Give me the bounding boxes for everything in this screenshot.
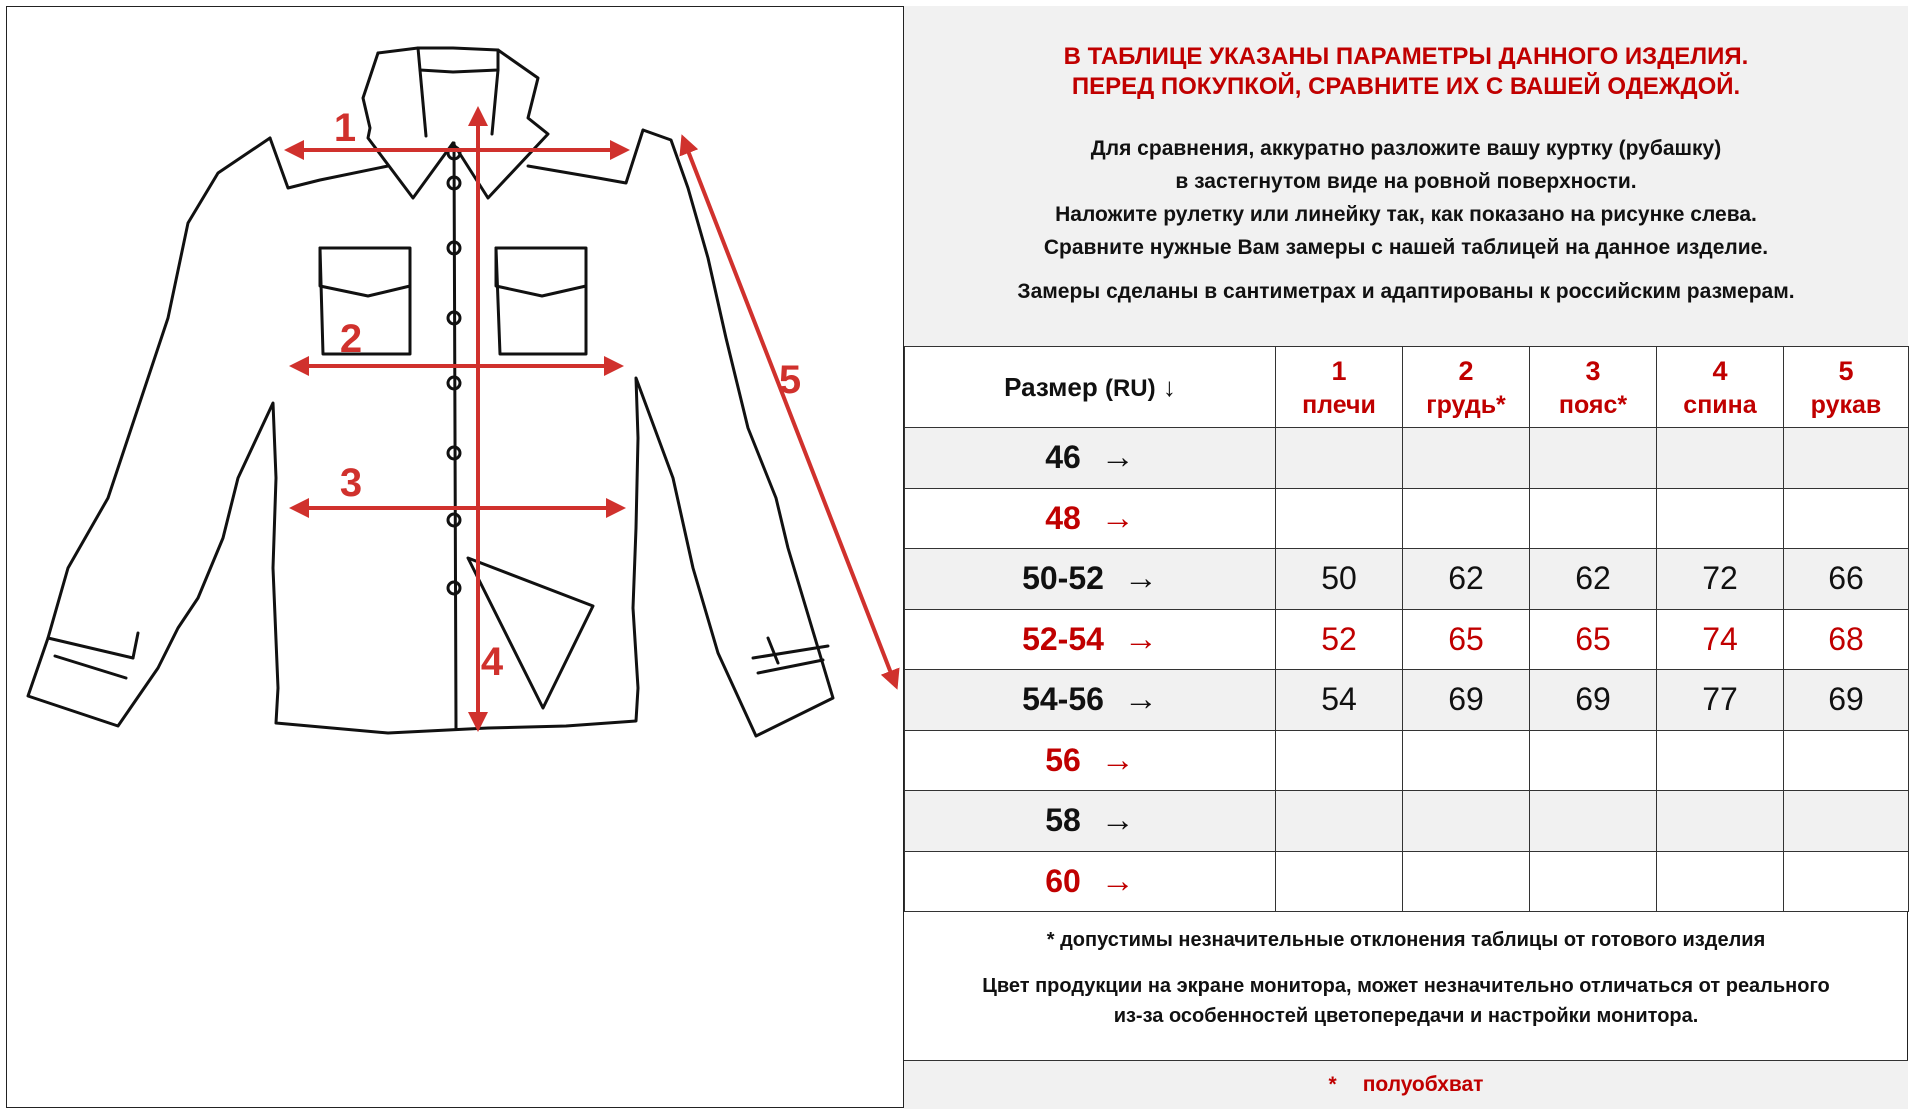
size-value: 54-56 <box>1022 681 1104 718</box>
color-note-line: Цвет продукции на экране монитора, может незначительно отличаться от реального <box>982 975 1830 997</box>
column-label: пояс* <box>1558 391 1628 419</box>
size-column-header <box>905 347 1276 428</box>
table-cell: 52 <box>1276 609 1403 670</box>
table-cell <box>1784 730 1909 791</box>
red-title <box>904 6 1908 102</box>
column-number: 4 <box>1712 356 1728 386</box>
legend-star: * <box>1328 1073 1337 1096</box>
shirt-illustration <box>8 8 902 1106</box>
table-cell <box>1657 428 1784 489</box>
shirt-drawing <box>8 8 902 1106</box>
column-number: 5 <box>1838 356 1854 386</box>
label-5: 5 <box>778 358 802 402</box>
table-cell: 62 <box>1530 549 1657 610</box>
table-cell: 69 <box>1403 670 1530 731</box>
table-cell: 66 <box>1784 549 1909 610</box>
table-cell <box>1530 488 1657 549</box>
table-header-row <box>905 347 1909 428</box>
label-3: 3 <box>339 461 363 505</box>
instructions-header <box>904 6 1908 346</box>
size-cell <box>905 851 1276 912</box>
table-row <box>905 488 1909 549</box>
table-cell <box>1276 851 1403 912</box>
size-cell <box>905 549 1276 610</box>
column-label: грудь* <box>1426 391 1506 419</box>
column-number: 1 <box>1331 356 1347 386</box>
column-header-chest <box>1403 347 1530 428</box>
table-cell: 77 <box>1657 670 1784 731</box>
table-cell: 72 <box>1657 549 1784 610</box>
legend-text: полуобхват <box>1362 1073 1484 1096</box>
down-arrow-icon: ↓ <box>1162 371 1176 402</box>
table-cell <box>1784 428 1909 489</box>
column-label: спина <box>1683 391 1757 419</box>
size-cell <box>905 488 1276 549</box>
right-arrow-icon: → <box>1123 619 1158 658</box>
size-value: 60 <box>1045 862 1081 899</box>
right-arrow-icon: → <box>1100 498 1135 537</box>
table-row <box>905 730 1909 791</box>
size-value: 56 <box>1045 741 1081 778</box>
column-header-shoulders <box>1276 347 1403 428</box>
table-cell: 65 <box>1530 609 1657 670</box>
size-table <box>904 346 1909 912</box>
deviation-note: * допустимы незначительные отклонения таблицы от готового изделия <box>1046 929 1766 951</box>
right-arrow-icon: → <box>1100 861 1135 900</box>
label-4: 4 <box>480 640 504 684</box>
table-cell: 65 <box>1403 609 1530 670</box>
table-cell <box>1276 488 1403 549</box>
column-number: 2 <box>1458 356 1474 386</box>
size-header-unit: (RU) <box>1104 374 1156 402</box>
table-cell <box>1657 730 1784 791</box>
label-1: 1 <box>333 106 357 150</box>
legend-bar <box>904 1060 1908 1109</box>
table-row <box>905 851 1909 912</box>
size-value: 48 <box>1045 499 1081 536</box>
size-value: 50-52 <box>1022 560 1104 597</box>
instruction-line: Сравните нужные Вам замеры с нашей таблицей на данное изделие. <box>1043 236 1769 259</box>
right-arrow-icon: → <box>1100 438 1135 477</box>
column-header-sleeve <box>1784 347 1909 428</box>
table-row <box>905 670 1909 731</box>
right-arrow-icon: → <box>1100 740 1135 779</box>
units-note: Замеры сделаны в сантиметрах и адаптированы к российским размерам. <box>1017 280 1795 303</box>
table-row <box>905 609 1909 670</box>
table-cell <box>1530 730 1657 791</box>
table-cell <box>1403 428 1530 489</box>
table-cell <box>1784 851 1909 912</box>
table-cell <box>1784 791 1909 852</box>
info-panel <box>903 6 1908 1108</box>
table-cell: 74 <box>1657 609 1784 670</box>
footer-notes <box>904 914 1908 1060</box>
red-title-line: В ТАБЛИЦЕ УКАЗАНЫ ПАРАМЕТРЫ ДАННОГО ИЗДЕЛИЯ. <box>1063 43 1749 70</box>
table-cell <box>1276 791 1403 852</box>
table-cell <box>1530 851 1657 912</box>
table-cell <box>1403 488 1530 549</box>
table-cell <box>1657 791 1784 852</box>
column-header-back <box>1657 347 1784 428</box>
size-cell <box>905 670 1276 731</box>
column-header-waist <box>1530 347 1657 428</box>
size-cell <box>905 428 1276 489</box>
table-cell <box>1530 428 1657 489</box>
color-note <box>904 971 1908 1031</box>
table-cell: 68 <box>1784 609 1909 670</box>
table-cell: 62 <box>1403 549 1530 610</box>
instruction-line: в застегнутом виде на ровной поверхности. <box>1175 170 1637 193</box>
table-cell: 69 <box>1530 670 1657 731</box>
right-arrow-icon: → <box>1100 801 1135 840</box>
table-cell <box>1276 428 1403 489</box>
column-label: плечи <box>1302 391 1376 419</box>
size-value: 58 <box>1045 802 1081 839</box>
size-value: 52-54 <box>1022 620 1104 657</box>
size-cell <box>905 609 1276 670</box>
table-cell <box>1784 488 1909 549</box>
table-cell <box>1403 851 1530 912</box>
label-2: 2 <box>339 317 363 361</box>
table-row <box>905 791 1909 852</box>
table-cell: 69 <box>1784 670 1909 731</box>
color-note-line: из-за особенностей цветопередачи и настройки монитора. <box>1113 1005 1699 1027</box>
size-cell <box>905 730 1276 791</box>
table-row <box>905 549 1909 610</box>
table-row <box>905 428 1909 489</box>
table-cell <box>1403 730 1530 791</box>
red-title-line: ПЕРЕД ПОКУПКОЙ, СРАВНИТЕ ИХ С ВАШЕЙ ОДЕЖДОЙ. <box>1071 73 1741 100</box>
instruction-line: Для сравнения, аккуратно разложите вашу куртку (рубашку) <box>1090 137 1722 160</box>
table-cell: 50 <box>1276 549 1403 610</box>
column-label: рукав <box>1810 391 1882 419</box>
column-number: 3 <box>1585 356 1601 386</box>
table-cell: 54 <box>1276 670 1403 731</box>
table-cell <box>1276 730 1403 791</box>
right-arrow-icon: → <box>1123 680 1158 719</box>
instruction-line: Наложите рулетку или линейку так, как показано на рисунке слева. <box>1055 203 1757 226</box>
table-cell <box>1530 791 1657 852</box>
size-value: 46 <box>1045 439 1081 476</box>
size-header-label: Размер <box>1004 371 1098 402</box>
instructions-text <box>904 132 1908 264</box>
table-cell <box>1657 488 1784 549</box>
right-arrow-icon: → <box>1123 559 1158 598</box>
table-cell <box>1657 851 1784 912</box>
table-cell <box>1403 791 1530 852</box>
size-cell <box>905 791 1276 852</box>
